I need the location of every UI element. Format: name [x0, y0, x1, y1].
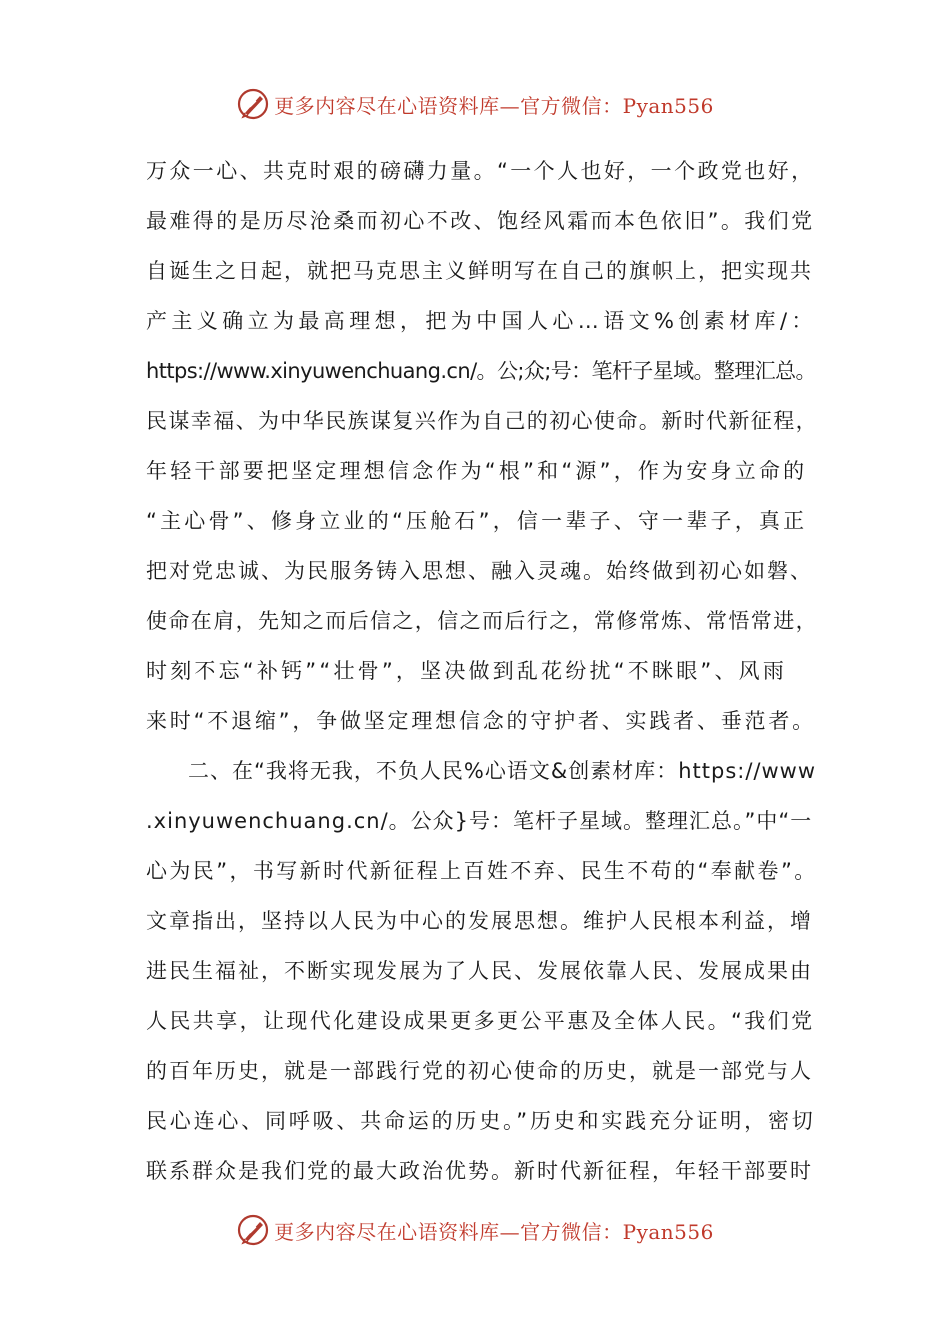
header-banner-text: 更多内容尽在心语资料库—官方微信：Pyan556	[274, 93, 714, 118]
body-line-14-url[interactable]: .xinyuwenchuang.cn/。公众}号：笔杆子星域。整理汇总。”中“一	[146, 809, 813, 833]
section-two-heading-line: 二、在“我将无我，不负人民%心语文&创素材库：https://www	[188, 759, 817, 783]
body-line-5-url[interactable]: https://www.xinyuwenchuang.cn/。公;众;号：笔杆子星域。整理汇总。	[146, 359, 816, 383]
body-line-4: 产主义确立为最高理想，把为中国人心…语文%创素材库/：	[146, 309, 817, 333]
footer-banner-text: 更多内容尽在心语资料库—官方微信：Pyan556	[274, 1219, 714, 1244]
footer-banner	[0, 1208, 950, 1252]
body-line-10: 使命在肩，先知之而后信之，信之而后行之，常修常炼、常悟常进，	[146, 609, 818, 633]
body-line-2: 最难得的是历尽沧桑而初心不改、饱经风霜而本色依旧”。我们党	[146, 209, 815, 233]
body-line-8: “主心骨”、修身立业的“压舱石”，信一辈子、守一辈子，真正	[146, 509, 808, 533]
body-line-15: 心为民”，书写新时代新征程上百姓不弃、民生不苟的“奉献卷”。	[146, 859, 818, 883]
body-line-6: 民谋幸福、为中华民族谋复兴作为自己的初心使命。新时代新征程，	[146, 409, 818, 433]
body-line-18: 人民共享，让现代化建设成果更多更公平惠及全体人民。“我们党	[146, 1009, 815, 1033]
quill-pen-logo-icon	[236, 1213, 270, 1247]
body-line-19: 的百年历史，就是一部践行党的初心使命的历史，就是一部党与人	[146, 1059, 813, 1083]
body-line-11: 时刻不忘“补钙”“壮骨”，坚决做到乱花纷扰“不眯眼”、风雨	[146, 659, 788, 683]
quill-pen-logo-icon	[236, 87, 270, 121]
body-line-7: 年轻干部要把坚定理想信念作为“根”和“源”，作为安身立命的	[146, 459, 808, 483]
body-line-12: 来时“不退缩”，争做坚定理想信念的守护者、实践者、垂范者。	[146, 709, 816, 733]
body-line-3: 自诞生之日起，就把马克思主义鲜明写在自己的旗帜上，把实现共	[146, 259, 813, 283]
body-line-16: 文章指出，坚持以人民为中心的发展思想。维护人民根本利益，增	[146, 909, 813, 933]
body-line-17: 进民生福祉，不断实现发展为了人民、发展依靠人民、发展成果由	[146, 959, 813, 983]
document-body	[146, 151, 818, 1201]
body-line-1: 万众一心、共克时艰的磅礴力量。“一个人也好，一个政党也好，	[146, 159, 815, 183]
body-line-9: 把对党忠诚、为民服务铸入思想、融入灵魂。始终做到初心如磐、	[146, 559, 813, 583]
header-banner	[0, 82, 950, 126]
body-line-20: 民心连心、同呼吸、共命运的历史。”历史和实践充分证明，密切	[146, 1109, 816, 1133]
body-line-21: 联系群众是我们党的最大政治优势。新时代新征程，年轻干部要时	[146, 1159, 813, 1183]
